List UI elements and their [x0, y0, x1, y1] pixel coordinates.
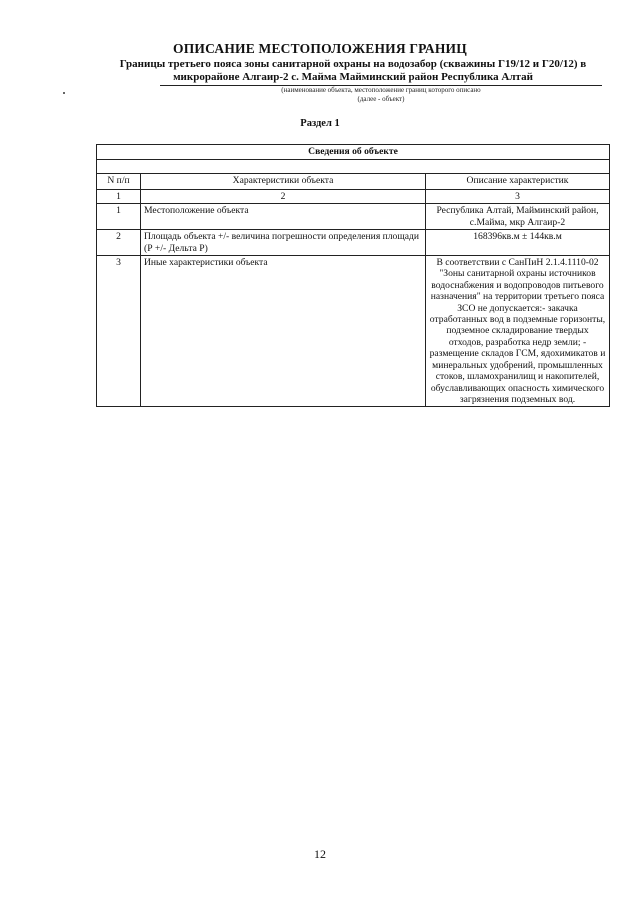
- table-spacer-row: [97, 160, 610, 174]
- subtitle-line-1: Границы третьего пояса зоны санитарной охраны на водозабор (скважины Г19/12 и Г20/12) в: [119, 58, 587, 70]
- document-title: ОПИСАНИЕ МЕСТОПОЛОЖЕНИЯ ГРАНИЦ: [173, 41, 467, 56]
- object-note: [160, 86, 602, 104]
- header-characteristic: Характеристики объекта: [141, 174, 426, 190]
- object-info-table: [96, 144, 610, 407]
- column-number-2: 2: [141, 190, 426, 204]
- row-description: 168396кв.м ± 144кв.м: [426, 230, 610, 256]
- table-row: [97, 256, 610, 407]
- row-characteristic: Местоположение объекта: [141, 204, 426, 230]
- page-number: 12: [314, 847, 326, 861]
- row-characteristic: [141, 230, 426, 256]
- table-column-numbers-row: [97, 190, 610, 204]
- row-description: В соответствии с СанПиН 2.1.4.1110-02 "Зоны санитарной охраны источников водоснабжения и водопроводов питьевого назначения" на территории третьего пояса ЗСО не допускается:- закачка отработанных вод в подземные горизонты, подземное складирование твердых отходов, разработка недр земли; - размещение складов ГСМ, ядохимикатов и минеральных удобрений, промышленных стоков, шламохранилищ и накопителей, обуславливающих опасность химического загрязнения подземных вод.: [426, 256, 610, 407]
- row-characteristic: Иные характеристики объекта: [141, 256, 426, 407]
- row-number: 2: [97, 230, 141, 256]
- table-spacer: [97, 160, 610, 174]
- table-caption-row: [97, 145, 610, 160]
- table-caption: Сведения об объекте: [97, 145, 610, 160]
- section-title: Раздел 1: [300, 118, 340, 129]
- document-subtitle: [106, 58, 600, 84]
- row-number: 1: [97, 204, 141, 230]
- row-number: 3: [97, 256, 141, 407]
- column-number-1: 1: [97, 190, 141, 204]
- header-description: Описание характеристик: [426, 174, 610, 190]
- row-characteristic-line-2: (Р +/- Дельта Р): [144, 242, 208, 254]
- note-line-1: (наименование объекта, местоположение границ которого описано: [281, 86, 481, 94]
- note-line-2: (далее - объект): [357, 95, 405, 103]
- table-row: [97, 230, 610, 256]
- row-description: Республика Алтай, Майминский район, с.Майма, мкр Алгаир-2: [426, 204, 610, 230]
- table-header-row: [97, 174, 610, 190]
- column-number-3: 3: [426, 190, 610, 204]
- table-row: [97, 204, 610, 230]
- subtitle-line-2: микрорайоне Алгаир-2 с. Майма Майминский район Республика Алтай: [173, 71, 533, 83]
- row-characteristic-line-1: Площадь объекта +/- величина погрешности определения площади: [144, 231, 420, 243]
- header-num: N п/п: [97, 174, 141, 190]
- scan-speck: [63, 92, 65, 94]
